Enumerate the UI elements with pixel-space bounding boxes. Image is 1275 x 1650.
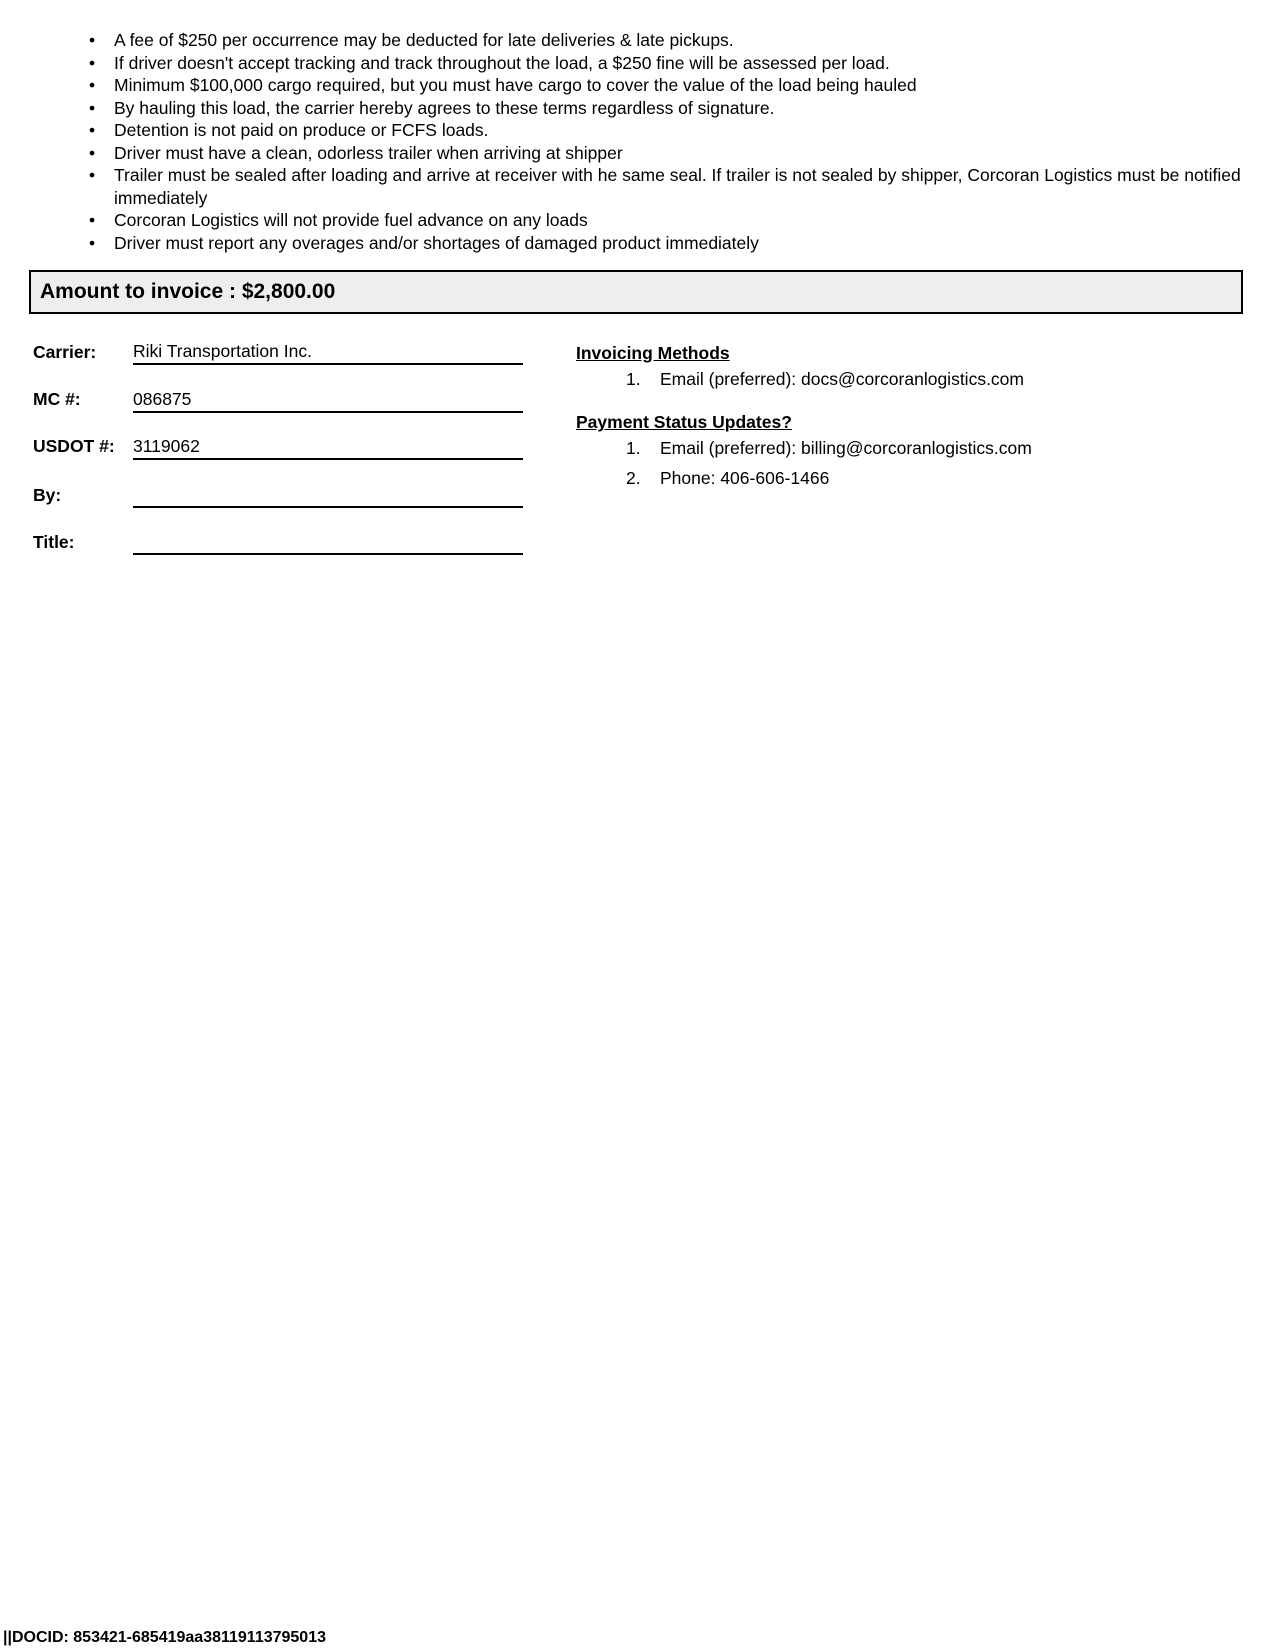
term-text: By hauling this load, the carrier hereby agrees to these terms regardless of signature. <box>114 97 775 118</box>
list-item <box>84 29 1244 52</box>
list-item <box>84 52 1244 75</box>
bullet-icon: • <box>89 142 96 163</box>
bullet-icon: • <box>89 120 96 140</box>
amount-to-invoice: Amount to invoice : $2,800.00 <box>29 270 1243 314</box>
list-item <box>626 369 1024 390</box>
invoicing-email: Email (preferred): docs@corcoranlogistics.com <box>660 369 1024 389</box>
list-item <box>84 142 1244 165</box>
term-text: Trailer must be sealed after loading and arrive at receiver with he same seal. If trailer is not sealed by shipper, Corcoran Logistics must be notified immediately <box>114 165 1241 208</box>
document-id: ||DOCID: 853421-685419aa38119113795013 <box>3 1629 326 1646</box>
list-item <box>84 164 1244 209</box>
list-item <box>84 209 1244 232</box>
term-text: Driver must report any overages and/or shortages of damaged product immediately <box>114 232 759 253</box>
mc-label: MC #: <box>33 389 81 409</box>
item-number: 1. <box>626 438 641 458</box>
usdot-label: USDOT #: <box>33 436 115 456</box>
term-text: Corcoran Logistics will not provide fuel advance on any loads <box>114 210 588 230</box>
by-signature-field[interactable] <box>133 484 523 508</box>
list-item <box>626 438 1032 459</box>
term-text: Driver must have a clean, odorless trailer when arriving at shipper <box>114 142 623 163</box>
billing-email: Email (preferred): billing@corcoranlogistics.com <box>660 438 1032 458</box>
bullet-icon: • <box>89 97 96 118</box>
item-number: 1. <box>626 369 641 389</box>
bullet-icon: • <box>89 30 96 50</box>
mc-field[interactable]: 086875 <box>133 389 523 413</box>
by-label: By: <box>33 485 62 505</box>
carrier-label: Carrier: <box>33 342 97 362</box>
list-item <box>84 232 1244 255</box>
carrier-field[interactable]: Riki Transportation Inc. <box>133 341 523 365</box>
bullet-icon: • <box>89 75 96 95</box>
usdot-field[interactable]: 3119062 <box>133 436 523 460</box>
bullet-icon: • <box>89 165 96 185</box>
bullet-icon: • <box>89 210 96 230</box>
item-number: 2. <box>626 468 641 488</box>
term-text: Minimum $100,000 cargo required, but you must have cargo to cover the value of the load being hauled <box>114 75 917 95</box>
bullet-icon: • <box>89 232 96 253</box>
list-item <box>84 119 1244 142</box>
list-item <box>84 97 1244 120</box>
payment-status-heading: Payment Status Updates? <box>576 412 792 432</box>
list-item <box>84 74 1244 97</box>
title-label: Title: <box>33 532 75 552</box>
title-field[interactable] <box>133 531 523 555</box>
billing-phone: Phone: 406-606-1466 <box>660 468 830 488</box>
terms-list <box>84 29 1244 254</box>
term-text: A fee of $250 per occurrence may be deducted for late deliveries & late pickups. <box>114 30 734 50</box>
term-text: If driver doesn't accept tracking and track throughout the load, a $250 fine will be assessed per load. <box>114 52 890 73</box>
term-text: Detention is not paid on produce or FCFS loads. <box>114 120 489 140</box>
invoicing-methods-heading: Invoicing Methods <box>576 343 730 363</box>
bullet-icon: • <box>89 52 96 73</box>
list-item <box>626 468 829 489</box>
